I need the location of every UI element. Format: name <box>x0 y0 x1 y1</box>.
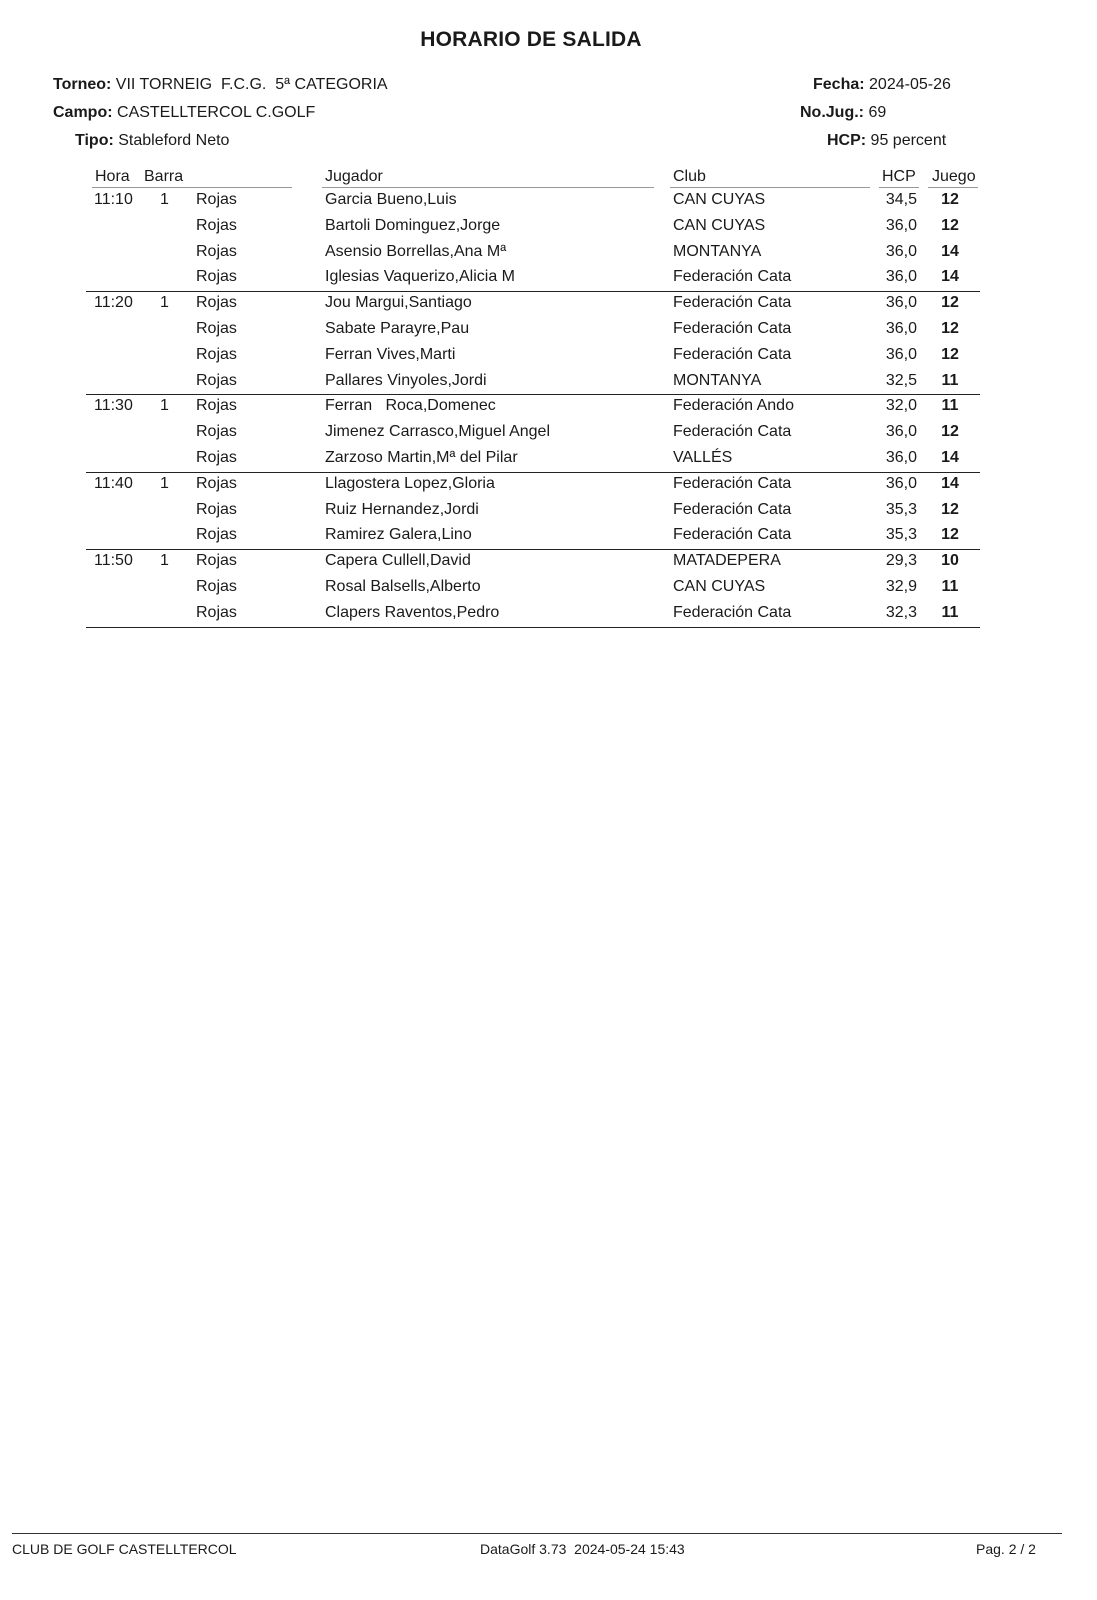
tee-color: Rojas <box>196 268 237 286</box>
player-name: Ramirez Galera,Lino <box>325 526 472 544</box>
player-playing-hcp: 11 <box>941 578 959 595</box>
nojug-line <box>800 104 886 122</box>
footer-club: CLUB DE GOLF CASTELLTERCOL <box>12 1541 237 1557</box>
campo-line <box>53 104 315 122</box>
hcp-line <box>827 132 946 150</box>
player-hcp: 32,5 <box>885 371 917 389</box>
player-name: Llagostera Lopez,Gloria <box>325 474 495 492</box>
player-name: Asensio Borrellas,Ana Mª <box>325 242 507 260</box>
player-hcp: 36,0 <box>885 474 917 492</box>
player-club: Federación Cata <box>673 500 792 518</box>
player-club: CAN CUYAS <box>673 578 766 595</box>
player-playing-hcp: 11 <box>941 603 959 621</box>
table-row <box>0 475 1097 501</box>
player-playing-hcp: 11 <box>941 397 959 415</box>
table-row <box>0 294 1097 320</box>
campo-value: CASTELLTERCOL C.GOLF <box>112 104 316 121</box>
player-hcp: 34,5 <box>885 191 917 208</box>
fecha-label: Fecha: <box>813 76 865 93</box>
page-title: HORARIO DE SALIDA <box>420 28 642 51</box>
player-playing-hcp: 14 <box>941 474 959 492</box>
player-club: Federación Cata <box>673 294 792 312</box>
tee-number: 1 <box>160 294 169 312</box>
group-separator <box>86 394 980 395</box>
tee-color: Rojas <box>196 552 237 570</box>
tee-color: Rojas <box>196 423 237 441</box>
table-row <box>0 346 1097 372</box>
tee-color: Rojas <box>196 216 237 234</box>
player-name: Sabate Parayre,Pau <box>325 320 470 337</box>
player-hcp: 36,0 <box>885 449 917 466</box>
player-hcp: 36,0 <box>885 294 917 312</box>
player-playing-hcp: 14 <box>941 242 959 260</box>
tee-time: 11:50 <box>94 552 133 570</box>
player-name: Garcia Bueno,Luis <box>325 191 457 208</box>
player-name: Bartoli Dominguez,Jorge <box>325 216 501 234</box>
hcp-label: HCP: <box>827 132 867 149</box>
player-playing-hcp: 14 <box>941 449 959 466</box>
player-name: Jou Margui,Santiago <box>325 294 472 312</box>
player-name: Ferran Vives,Marti <box>325 345 456 363</box>
group-separator <box>86 291 980 292</box>
player-hcp: 36,0 <box>885 423 917 441</box>
player-playing-hcp: 12 <box>941 294 959 312</box>
footer-software: DataGolf 3.73 2024-05-24 15:43 <box>480 1541 685 1557</box>
player-playing-hcp: 14 <box>941 268 959 286</box>
header-underline <box>928 187 978 188</box>
player-hcp: 35,3 <box>885 500 917 518</box>
tee-color: Rojas <box>196 294 237 312</box>
player-club: VALLÉS <box>673 449 733 466</box>
header-underline <box>670 187 870 188</box>
tee-color: Rojas <box>196 449 237 466</box>
col-header-hcp: HCP <box>882 168 916 185</box>
tee-color: Rojas <box>196 242 237 260</box>
tee-color: Rojas <box>196 474 237 492</box>
tee-color: Rojas <box>196 578 237 595</box>
player-name: Rosal Balsells,Alberto <box>325 578 481 595</box>
table-row <box>0 501 1097 527</box>
player-club: Federación Cata <box>673 423 792 441</box>
torneo-value: VII TORNEIG F.C.G. 5ª CATEGORIA <box>111 76 388 93</box>
tee-color: Rojas <box>196 397 237 415</box>
tee-color: Rojas <box>196 603 237 621</box>
player-club: Federación Cata <box>673 345 792 363</box>
table-row <box>0 320 1097 346</box>
player-hcp: 36,0 <box>885 216 917 234</box>
nojug-value: 69 <box>864 104 887 121</box>
table-row <box>0 552 1097 578</box>
player-playing-hcp: 12 <box>941 423 959 441</box>
tee-color: Rojas <box>196 500 237 518</box>
tee-number: 1 <box>160 191 169 208</box>
player-name: Zarzoso Martin,Mª del Pilar <box>325 449 518 466</box>
tee-number: 1 <box>160 552 169 570</box>
footer-page: Pag. 2 / 2 <box>976 1541 1036 1557</box>
header-underline <box>92 187 292 188</box>
campo-label: Campo: <box>53 104 113 121</box>
table-row <box>0 397 1097 423</box>
player-playing-hcp: 12 <box>941 191 959 208</box>
torneo-line <box>53 76 388 94</box>
tipo-label: Tipo: <box>75 132 114 149</box>
header-underline <box>879 187 919 188</box>
player-name: Ferran Roca,Domenec <box>325 397 496 415</box>
player-playing-hcp: 12 <box>941 320 959 337</box>
fecha-value: 2024-05-26 <box>864 76 951 93</box>
player-name: Iglesias Vaquerizo,Alicia M <box>325 268 516 286</box>
player-club: CAN CUYAS <box>673 191 766 208</box>
player-name: Pallares Vinyoles,Jordi <box>325 371 487 389</box>
tee-color: Rojas <box>196 526 237 544</box>
player-hcp: 35,3 <box>885 526 917 544</box>
player-hcp: 36,0 <box>885 345 917 363</box>
player-club: Federación Cata <box>673 320 792 337</box>
player-name: Ruiz Hernandez,Jordi <box>325 500 479 518</box>
player-club: MONTANYA <box>673 242 762 260</box>
player-club: Federación Ando <box>673 397 794 415</box>
tee-number: 1 <box>160 474 169 492</box>
header-underline <box>322 187 654 188</box>
player-club: CAN CUYAS <box>673 216 766 234</box>
player-hcp: 32,0 <box>885 397 917 415</box>
player-name: Capera Cullell,David <box>325 552 471 570</box>
tee-time: 11:10 <box>94 191 133 208</box>
nojug-label: No.Jug.: <box>800 104 864 121</box>
player-hcp: 36,0 <box>885 268 917 286</box>
col-header-hora: Hora <box>95 168 130 185</box>
tipo-value: Stableford Neto <box>113 132 230 149</box>
player-playing-hcp: 12 <box>941 216 959 234</box>
tee-time: 11:40 <box>94 474 133 492</box>
col-header-jugador: Jugador <box>325 168 383 185</box>
group-separator <box>86 472 980 473</box>
player-hcp: 36,0 <box>885 242 917 260</box>
player-playing-hcp: 12 <box>941 526 959 544</box>
player-name: Clapers Raventos,Pedro <box>325 603 500 621</box>
player-name: Jimenez Carrasco,Miguel Angel <box>325 423 550 441</box>
tee-number: 1 <box>160 397 169 415</box>
player-hcp: 32,9 <box>885 578 917 595</box>
player-hcp: 32,3 <box>885 603 917 621</box>
tee-time: 11:20 <box>94 294 133 312</box>
player-hcp: 36,0 <box>885 320 917 337</box>
fecha-line <box>813 76 951 94</box>
player-club: Federación Cata <box>673 268 792 286</box>
tee-color: Rojas <box>196 371 237 389</box>
tipo-line <box>75 132 229 150</box>
player-playing-hcp: 11 <box>941 371 959 389</box>
tee-color: Rojas <box>196 345 237 363</box>
col-header-barra: Barra <box>144 168 184 185</box>
col-header-club: Club <box>673 168 706 185</box>
table-row <box>0 578 1097 604</box>
hcp-value: 95 percent <box>866 132 947 149</box>
group-separator <box>86 627 980 628</box>
table-row <box>0 423 1097 449</box>
tee-color: Rojas <box>196 191 237 208</box>
group-separator <box>86 549 980 550</box>
footer-divider <box>12 1533 1062 1534</box>
table-row <box>0 243 1097 269</box>
player-club: Federación Cata <box>673 526 792 544</box>
player-club: Federación Cata <box>673 474 792 492</box>
table-row <box>0 191 1097 217</box>
tee-time: 11:30 <box>94 397 133 415</box>
tee-color: Rojas <box>196 320 237 337</box>
player-playing-hcp: 10 <box>941 552 959 570</box>
col-header-juego: Juego <box>932 168 976 185</box>
torneo-label: Torneo: <box>53 76 112 93</box>
table-row <box>0 217 1097 243</box>
player-playing-hcp: 12 <box>941 345 959 363</box>
player-playing-hcp: 12 <box>941 500 959 518</box>
player-club: MONTANYA <box>673 371 762 389</box>
player-club: Federación Cata <box>673 603 792 621</box>
player-club: MATADEPERA <box>673 552 781 570</box>
player-hcp: 29,3 <box>885 552 917 570</box>
